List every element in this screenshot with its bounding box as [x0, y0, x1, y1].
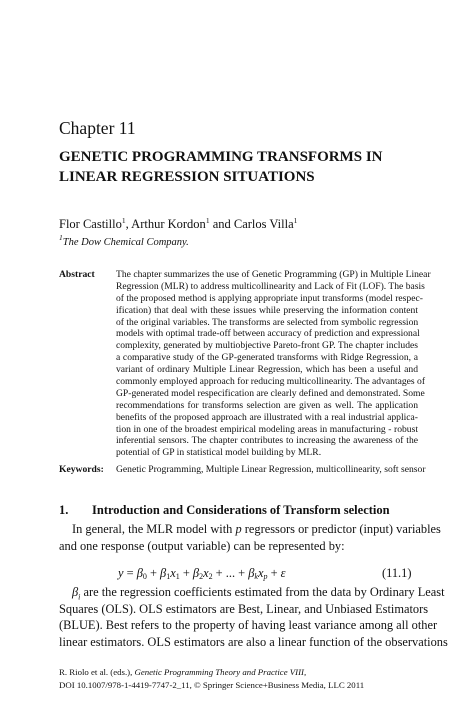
section-title: Introduction and Considerations of Transform selection: [92, 503, 390, 517]
math-subscript: 2: [199, 572, 204, 581]
abstract-line: Regression (MLR) to address multicollinearity and Lack of Fit (LOF). The basis: [116, 280, 425, 292]
math-variable: x: [170, 566, 176, 580]
author-name: Arthur Kordon: [131, 217, 206, 231]
chapter-title-line: GENETIC PROGRAMMING TRANSFORMS IN: [59, 149, 383, 165]
math-subscript: p: [263, 572, 268, 581]
paragraph-line: (BLUE). Best refers to the property of having least variance among all other: [59, 618, 438, 633]
math-subscript: 1: [166, 572, 171, 581]
paragraph-intro: [59, 521, 441, 554]
math-subscript: i: [78, 592, 81, 602]
abstract-line: of the original variables. The transforms are selected from symbolic regression: [116, 316, 419, 328]
math-subscript: k: [254, 572, 258, 581]
math-subscript: 0: [142, 572, 147, 581]
abstract-line: potential of GP in statistical model building by MLR.: [116, 447, 322, 459]
abstract-line: GP-generated model respecification are clearly defined and demonstrated. Some: [116, 387, 425, 399]
paragraph-ols: [59, 584, 448, 650]
math-variable: x: [257, 566, 264, 580]
paragraph-line: Squares (OLS). OLS estimators are Best, Linear, and Unbiased Estimators: [59, 601, 429, 616]
footer-doi: DOI 10.1007/978-1-4419-7747-2_11, © Springer Science+Business Media, LLC 2011: [59, 680, 365, 690]
abstract-line: ification) that deal with these issues while preserving the information content: [116, 304, 418, 316]
abstract-line: commonly employed approach for reducing multicollinearity. The advantages of: [116, 376, 426, 388]
chapter-title-line: LINEAR REGRESSION SITUATIONS: [59, 168, 315, 185]
text-run: In general, the MLR model with: [72, 522, 236, 536]
affiliation-marker: 1: [293, 216, 298, 225]
abstract-line: recommendations for transforms selection are given as well. The application: [116, 399, 418, 411]
math-variable: β: [160, 566, 167, 580]
abstract-text: [116, 269, 431, 459]
math-operator: =: [123, 566, 137, 580]
equation-number: (11.1): [382, 566, 412, 580]
keywords-text: Genetic Programming, Multiple Linear Regression, multicollinearity, soft sensor: [116, 464, 426, 475]
abstract-line: benefits of the proposed approach are illustrated with a real industrial applica-: [116, 411, 418, 423]
author-separator: and: [209, 217, 234, 231]
abstract-line: The chapter summarizes the use of Genetic Programming (GP) in Multiple Linear: [116, 269, 431, 280]
section-number: 1.: [59, 503, 69, 517]
text-run: are the regression coefficients estimated from the data by Ordinary Least: [80, 585, 445, 599]
abstract-line: variant of ordinary Multiple Linear Regression, which has been a useful and: [116, 364, 418, 376]
abstract-line: a comparative study of the GP-generated transforms with Ridge Regression, a: [116, 352, 418, 364]
math-operator: +: [179, 566, 193, 580]
equation-11-1: [118, 566, 286, 581]
abstract-line: of the proposed method is applying appropriate input transforms (model respec-: [116, 292, 423, 304]
book-title: Genetic Programming Theory and Practice VIII,: [134, 667, 307, 677]
abstract-line: complexity, generated by multiobjective Pareto-front GP. The chapter includes: [116, 340, 418, 352]
text-run: R. Riolo et al. (eds.),: [59, 667, 135, 677]
math-variable: β: [192, 566, 200, 580]
paragraph-line: [59, 521, 441, 538]
math-variable: p: [235, 522, 242, 536]
chapter-heading: Chapter 11: [59, 118, 136, 138]
math-variable: x: [203, 566, 209, 580]
math-operator: +: [267, 566, 281, 580]
affiliation-text: The Dow Chemical Company.: [62, 237, 189, 248]
math-subscript: 1: [175, 572, 180, 581]
math-operator: +: [146, 566, 161, 580]
abstract-label: Abstract: [59, 269, 95, 280]
math-variable: β: [72, 585, 79, 599]
abstract-line: tion in one of the broadest empirical modeling areas in manufacturing - robust: [116, 423, 418, 435]
math-variable: β: [248, 566, 255, 580]
paragraph-line: linear estimators. OLS estimators are also a linear function of the observations: [59, 634, 448, 649]
math-variable: ε: [280, 566, 286, 580]
text-run: regressors or predictor (input) variables: [241, 522, 441, 536]
affiliation-marker: 1: [205, 216, 210, 225]
abstract-line: inferential sensors. The chapter contributes to increasing the awareness of the: [116, 435, 418, 447]
affiliation-marker: 1: [121, 216, 126, 225]
paragraph-line: and one response (output variable) can be represented by:: [59, 538, 345, 553]
math-variable: β: [136, 566, 143, 580]
keywords-label: Keywords:: [59, 464, 104, 475]
affiliation-marker: 1: [59, 233, 63, 242]
footer-citation: [59, 667, 306, 677]
author-list: [59, 216, 297, 232]
author-name: Flor Castillo: [59, 217, 122, 231]
math-variable: y: [118, 566, 124, 580]
paragraph-line: [59, 584, 445, 602]
chapter-title: [59, 148, 383, 187]
abstract-line: models with optimal trade-off between accuracy of prediction and expressional: [116, 328, 420, 340]
math-subscript: 2: [208, 572, 213, 581]
affiliation: [59, 233, 189, 248]
author-name: Carlos Villa: [233, 217, 294, 231]
math-operator: + ... +: [212, 566, 249, 580]
author-separator: ,: [125, 217, 132, 231]
